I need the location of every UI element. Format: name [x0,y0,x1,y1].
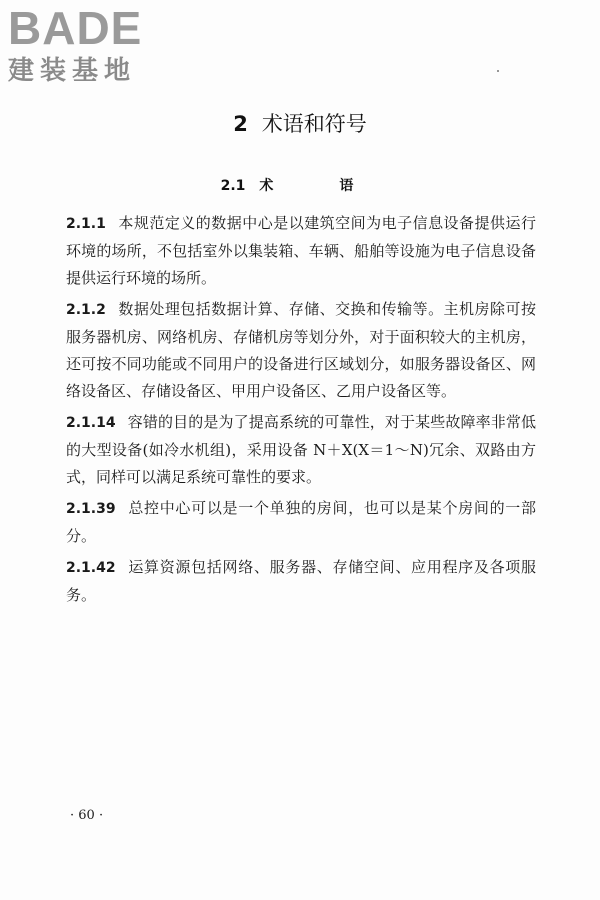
chapter-number: 2 [233,112,248,136]
term-paragraph [66,210,536,292]
watermark-logo-chinese: 建装基地 [8,56,137,86]
terms-body [66,210,536,613]
section-number: 2.1 [220,178,246,194]
term-number: 2.1.2 [66,302,106,318]
chapter-title: 术语和符号 [261,112,367,136]
term-number: 2.1.1 [66,216,106,232]
term-paragraph [66,495,536,550]
term-number: 2.1.39 [66,501,116,517]
term-text: 总控中心可以是一个单独的房间，也可以是某个房间的一部分。 [66,499,536,545]
page-number: · 60 · [70,808,104,823]
term-text: 运算资源包括网络、服务器、存储空间、应用程序及各项服务。 [66,558,536,604]
section-title: 术 语 [259,178,380,194]
scan-speck [497,70,499,72]
chapter-heading [0,109,600,139]
term-text: 数据处理包括数据计算、存储、交换和传输等。主机房除可按服务器机房、网络机房、存储机房等划分外，对于面积较大的主机房，还可按不同功能或不同用户的设备进行区域划分，如服务器设备区、网络设备区、存储设备区、甲用户设备区、乙用户设备区等。 [66,300,536,400]
term-number: 2.1.42 [66,560,116,576]
term-paragraph [66,409,536,491]
term-paragraph [66,554,536,609]
section-heading [0,175,600,197]
term-number: 2.1.14 [66,415,116,431]
term-text: 本规范定义的数据中心是以建筑空间为电子信息设备提供运行环境的场所，不包括室外以集装箱、车辆、船舶等设施为电子信息设备提供运行环境的场所。 [66,214,536,287]
watermark-logo [8,4,178,86]
term-paragraph [66,296,536,405]
term-text: 容错的目的是为了提高系统的可靠性，对于某些故障率非常低的大型设备(如冷水机组)，采用设备 N＋X(X＝1～N)冗余、双路由方式，同样可以满足系统可靠性的要求。 [66,413,536,486]
watermark-logo-latin: BADE [8,2,143,54]
